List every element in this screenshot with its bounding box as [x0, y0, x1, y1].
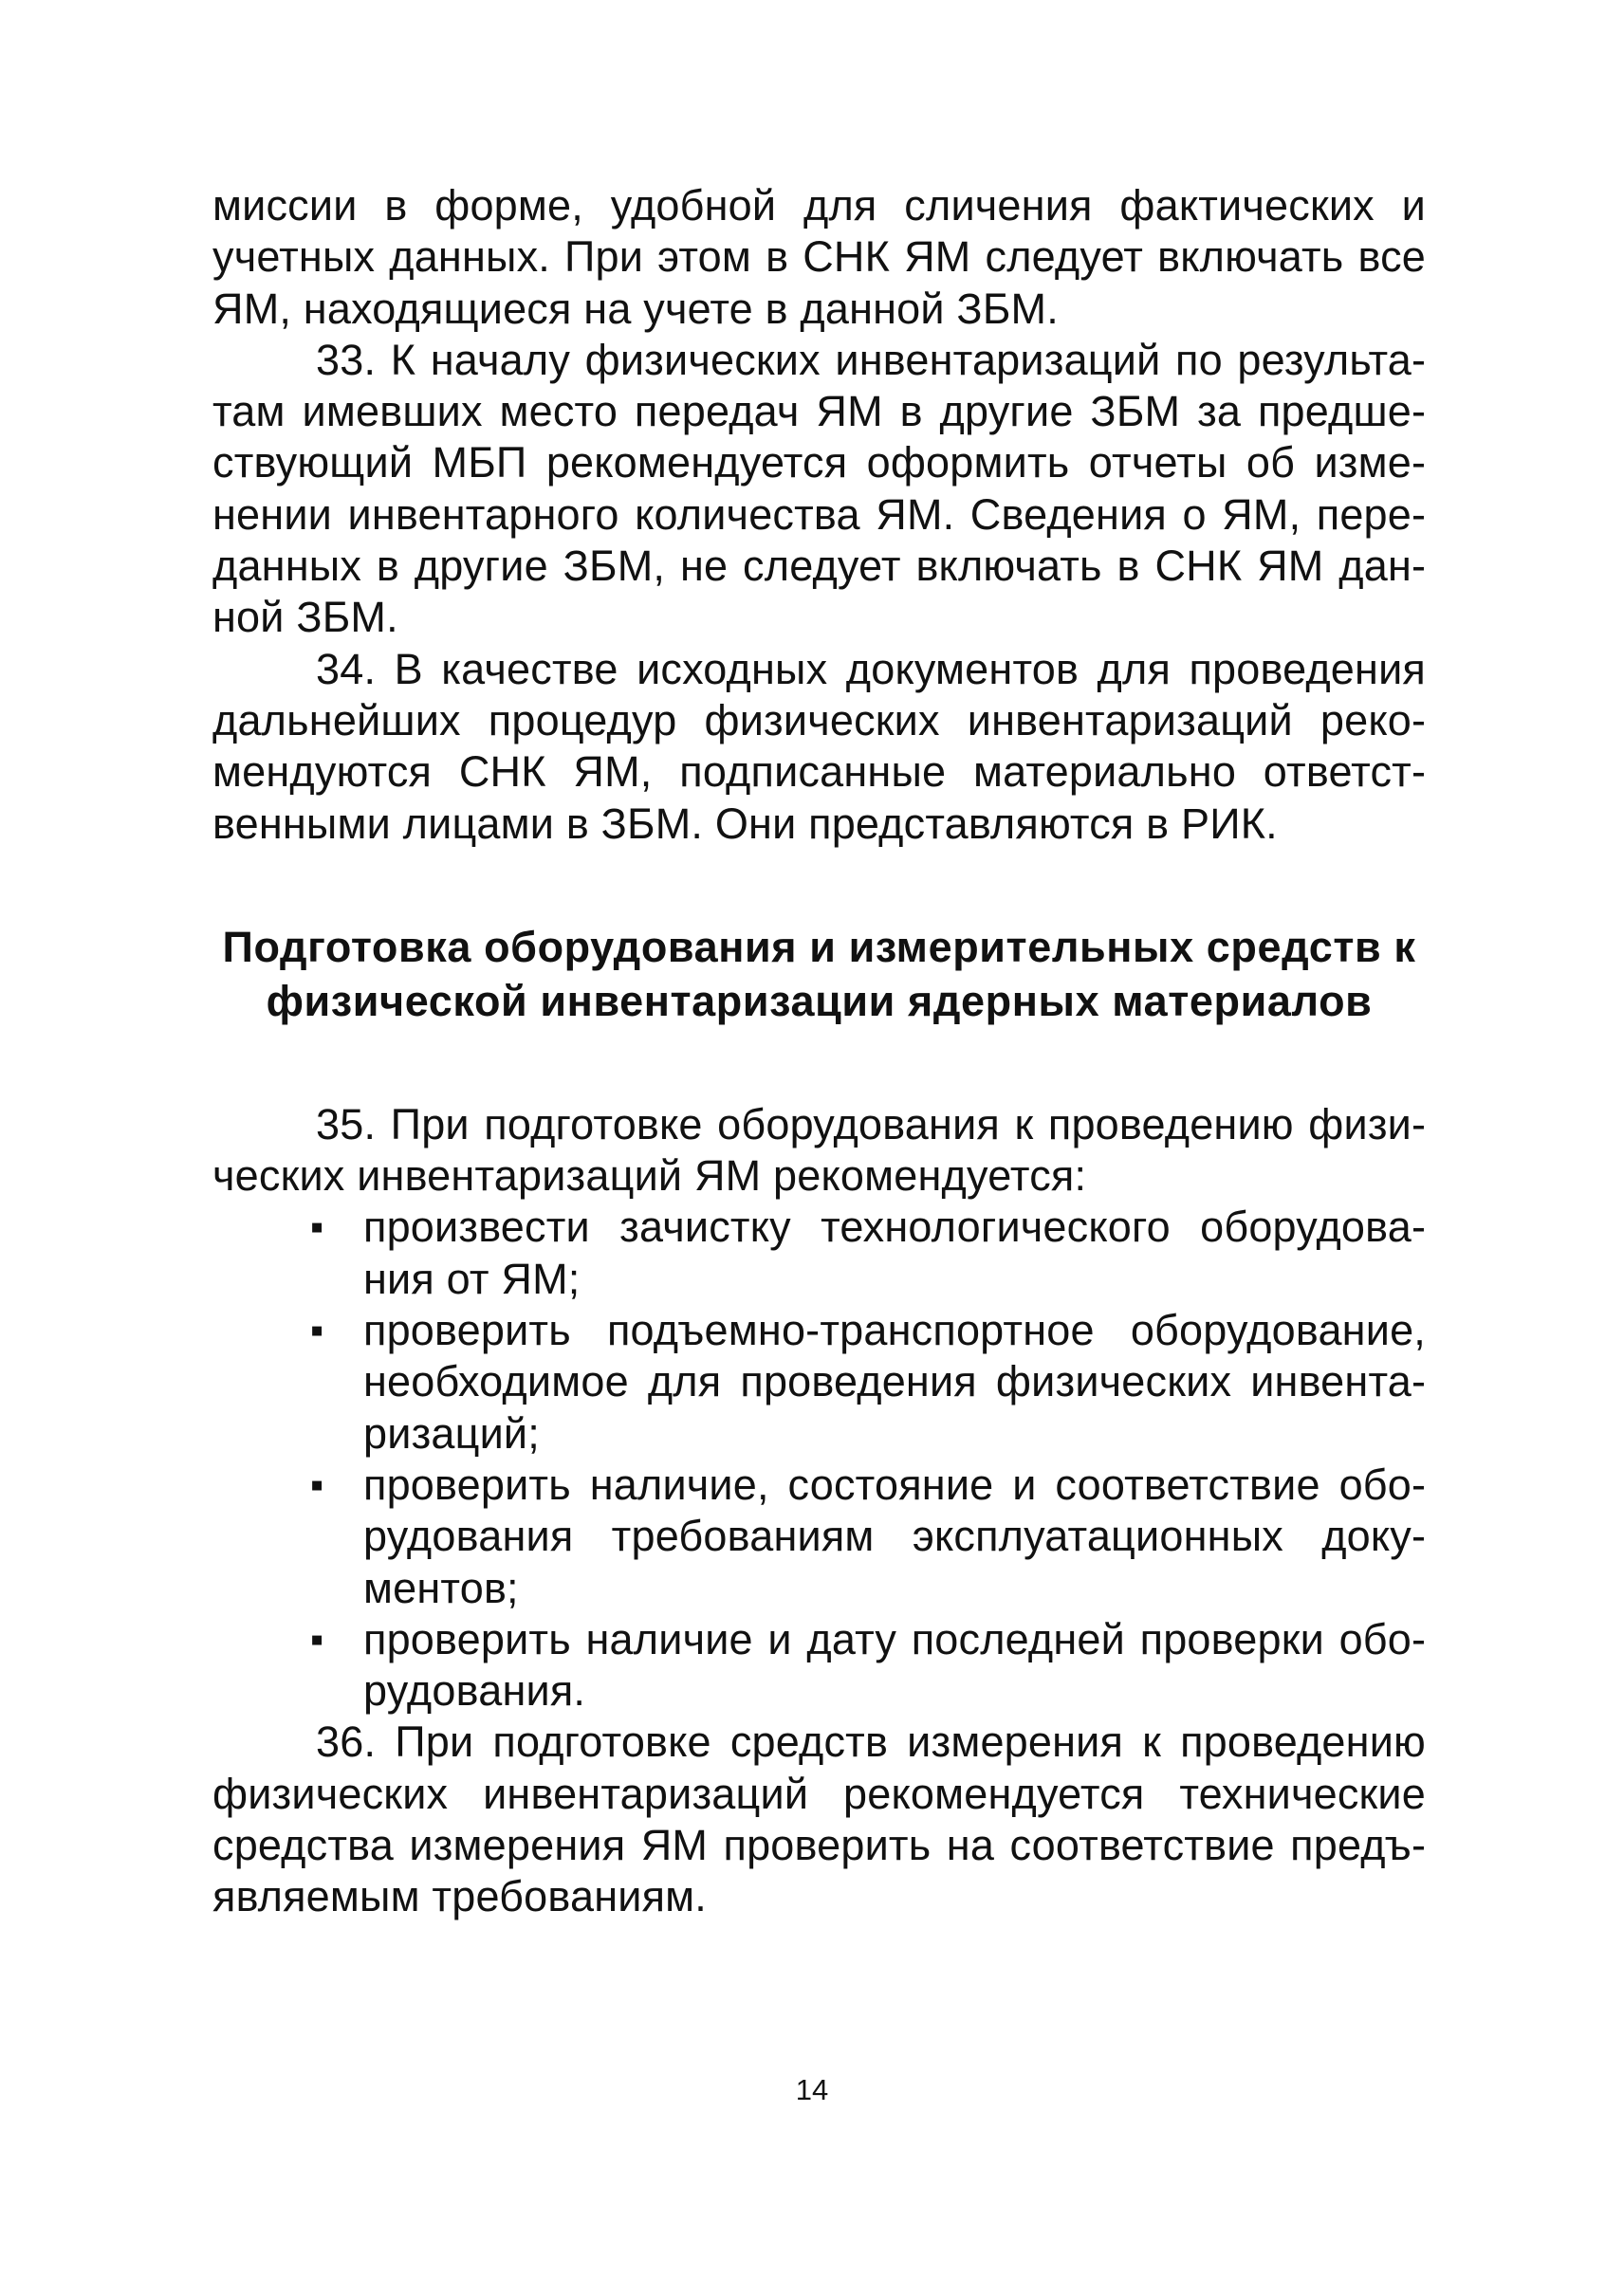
list-item-text: проверить наличие, состояние и соответствие оборудования требованиям эксплуатационных документов; [363, 1460, 1426, 1612]
bullet-list [212, 1202, 1426, 1717]
bullet-icon: ▪ [310, 1463, 324, 1506]
bullet-icon: ▪ [310, 1206, 324, 1249]
paragraph-36: 36. При подготовке средств измерения к проведению физических инвентаризаций рекомендуется технические средства измерения ЯМ проверить на соответствие предъявляемым требованиям. [212, 1717, 1426, 1921]
bullet-icon: ▪ [310, 1310, 324, 1352]
list-item-text: проверить наличие и дату последней проверки оборудования. [363, 1614, 1426, 1716]
list-item-text: проверить подъемно-транспортное оборудование, необходимое для проведения физических инвентаризаций; [363, 1306, 1426, 1458]
section-heading-line-2: физической инвентаризации ядерных материалов [266, 976, 1373, 1025]
paragraph-35: 35. При подготовке оборудования к проведению физических инвентаризаций ЯМ рекомендуется: [212, 1099, 1426, 1201]
section-heading [212, 920, 1426, 1028]
document-page [212, 180, 1426, 1923]
bullet-icon: ▪ [310, 1618, 324, 1661]
section-heading-line-1: Подготовка оборудования и измерительных средств к [222, 922, 1416, 971]
list-item-text: произвести зачистку технологического оборудования от ЯМ; [363, 1203, 1426, 1303]
list-item [212, 1614, 1426, 1717]
list-item [212, 1460, 1426, 1614]
list-item [212, 1202, 1426, 1305]
paragraph-34: 34. В качестве исходных документов для проведения дальнейших процедур физических инвентаризаций рекомендуются СНК ЯМ, подписанные материально ответственными лицами в ЗБМ. Они представляются в РИК. [212, 644, 1426, 848]
paragraph-33: 33. К началу физических инвентаризаций по результатам имевших место передач ЯМ в другие ЗБМ за предшествующий МБП рекомендуется оформить отчеты об изменении инвентарного количества ЯМ. Сведения о ЯМ, переданных в другие ЗБМ, не следует включать в СНК ЯМ данной ЗБМ. [212, 335, 1426, 642]
list-item [212, 1305, 1426, 1460]
page-number: 14 [795, 2073, 829, 2106]
paragraph-continuation: миссии в форме, удобной для сличения фактических и учетных данных. При этом в СНК ЯМ следует включать все ЯМ, находящиеся на учете в данной ЗБМ. [212, 181, 1426, 333]
